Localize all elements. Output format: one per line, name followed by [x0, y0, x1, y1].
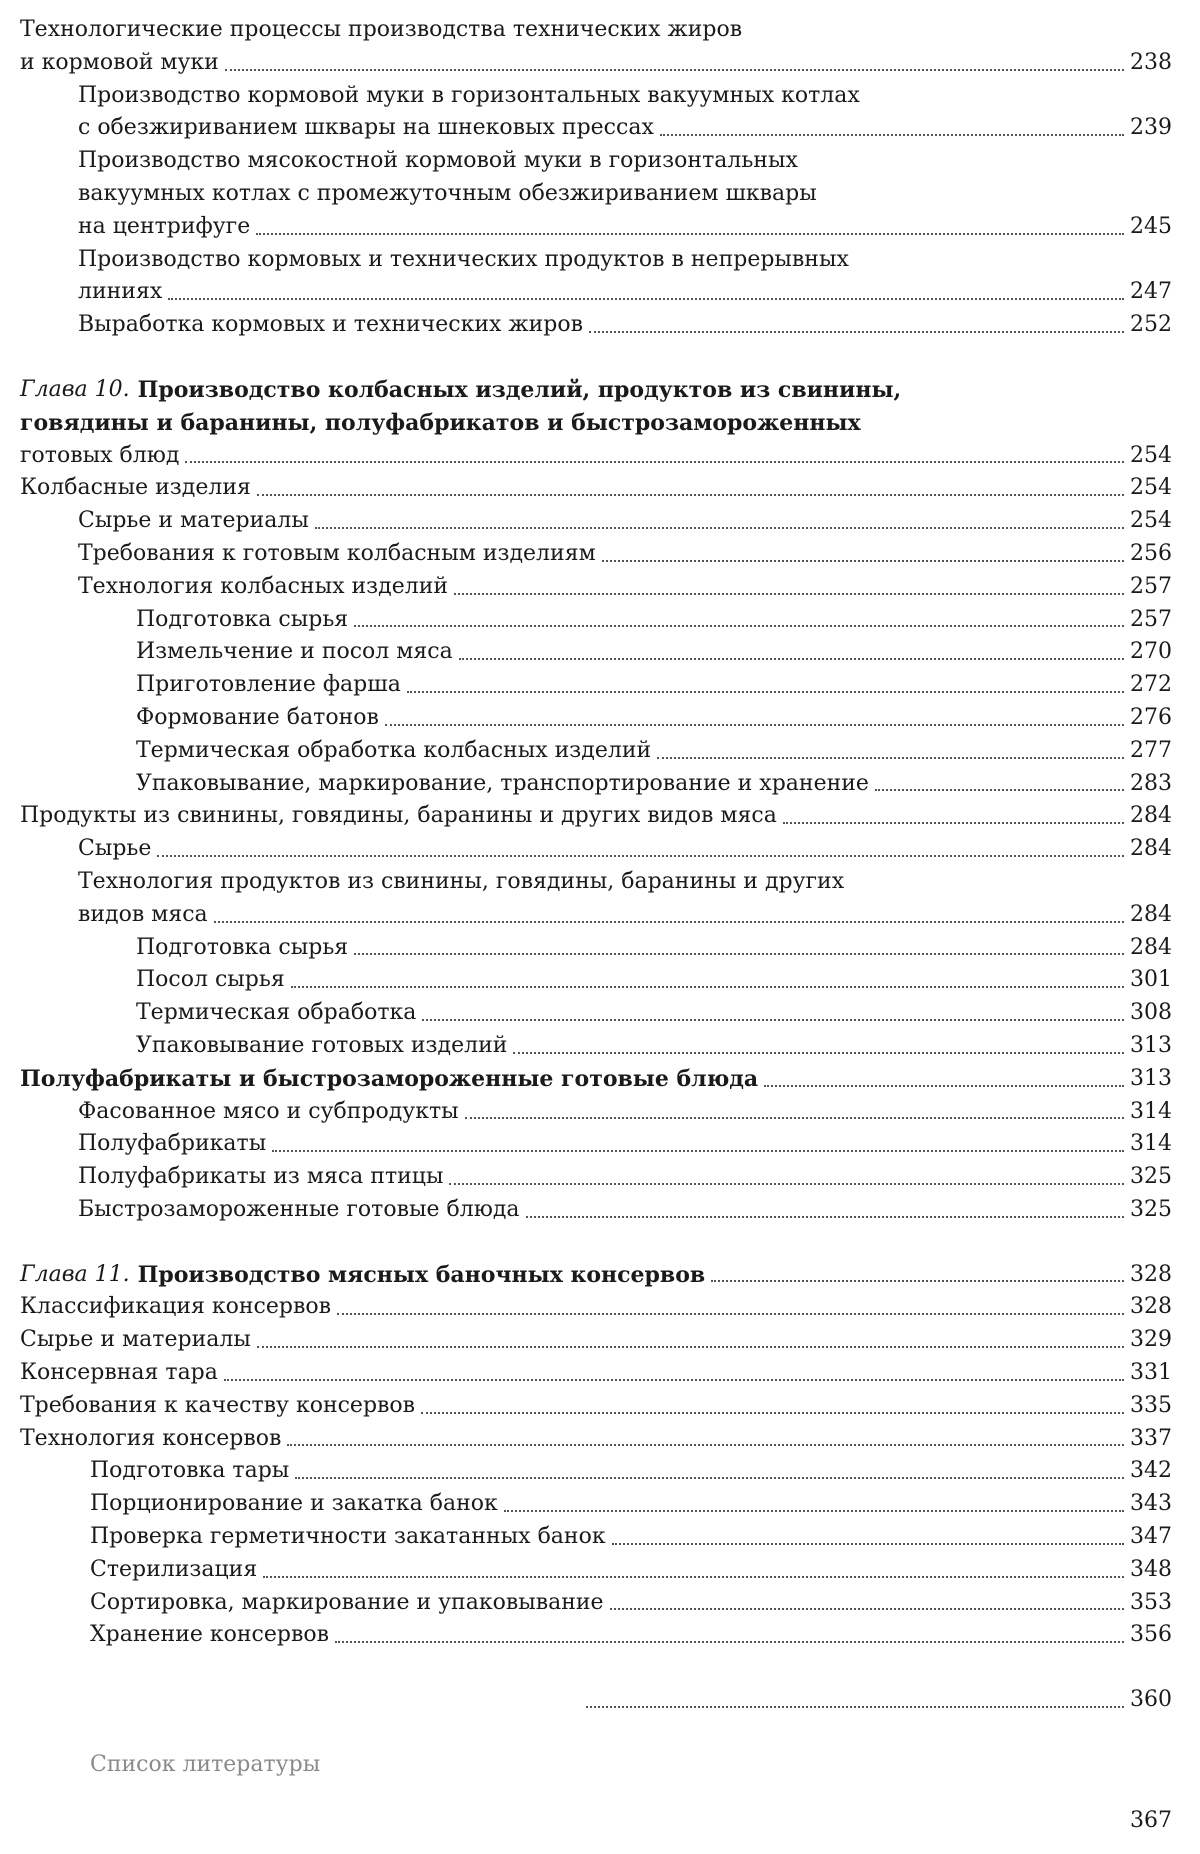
dot-leader: [295, 1477, 1124, 1479]
toc-entry-title: Приготовление фарша: [136, 672, 401, 698]
toc-entry[interactable]: [20, 1488, 1172, 1521]
toc-entry-page: 301: [1130, 967, 1172, 993]
toc-entry-page: 325: [1130, 1196, 1172, 1222]
toc-entry-title-line: Технологические процессы производства технических жиров: [20, 17, 743, 42]
toc-entry[interactable]: [20, 1423, 1172, 1456]
toc-entry-page: 277: [1130, 737, 1172, 763]
toc-entry[interactable]: [20, 997, 1172, 1030]
toc-entry-page: 342: [1130, 1458, 1172, 1484]
section-spacer: [20, 1227, 1172, 1259]
toc-entry[interactable]: [20, 1455, 1172, 1488]
dot-leader: [185, 461, 1124, 463]
toc-entry-page: 284: [1130, 803, 1172, 829]
toc-entry-page: 247: [1130, 279, 1172, 305]
toc-entry-title: Стерилизация: [90, 1556, 258, 1582]
chapter-heading-continuation: [20, 440, 1172, 473]
toc-entry[interactable]: [20, 800, 1172, 833]
toc-entry-title-line: Производство кормовых и технических продуктов в непрерывных: [78, 246, 849, 272]
dot-leader: [224, 1379, 1124, 1381]
dot-leader: [449, 1183, 1124, 1185]
table-of-contents: [20, 14, 1172, 1782]
toc-entry-title-line: Технология продуктов из свинины, говядины, баранины и других: [78, 868, 845, 894]
toc-entry-title: Продукты из свинины, говядины, баранины и других видов мяса: [20, 803, 777, 829]
toc-entry-page: 252: [1130, 312, 1172, 338]
dot-leader: [783, 822, 1124, 824]
toc-entry[interactable]: [20, 244, 1172, 277]
toc-entry[interactable]: [20, 14, 1172, 47]
toc-entry[interactable]: [20, 472, 1172, 505]
page-number: 367: [1130, 1808, 1172, 1833]
toc-entry[interactable]: [20, 964, 1172, 997]
dot-leader: [586, 1706, 1124, 1708]
dot-leader: [225, 69, 1124, 71]
section-spacer: [20, 342, 1172, 374]
toc-entry-page: 238: [1130, 49, 1172, 75]
toc-entry-title: Измельчение и посол мяса: [136, 639, 453, 665]
toc-entry-page: 314: [1130, 1098, 1172, 1124]
dot-leader: [660, 134, 1124, 136]
dot-leader: [589, 331, 1124, 333]
dot-leader: [263, 1576, 1124, 1578]
toc-entry[interactable]: [20, 505, 1172, 538]
toc-entry-title: Хранение консервов: [90, 1622, 329, 1648]
toc-entry-title-line: видов мяса: [78, 901, 208, 927]
dot-leader: [459, 658, 1124, 660]
toc-entry-page: 313: [1130, 1065, 1172, 1091]
toc-entry-title: Порционирование и закатка банок: [90, 1491, 498, 1517]
toc-entry[interactable]: [20, 1128, 1172, 1161]
dot-leader: [337, 1313, 1124, 1315]
chapter-label: Глава 11.: [20, 1261, 130, 1287]
chapter-heading[interactable]: [20, 1259, 1172, 1292]
dot-leader: [610, 1608, 1124, 1610]
toc-entry-page: 283: [1130, 770, 1172, 796]
toc-entry[interactable]: [20, 538, 1172, 571]
toc-entry-page: 314: [1130, 1131, 1172, 1157]
toc-entry[interactable]: [20, 1194, 1172, 1227]
toc-entry-title: Термическая обработка колбасных изделий: [136, 737, 652, 763]
toc-entry-title-line: линиях: [78, 279, 163, 305]
toc-entry[interactable]: [20, 1619, 1172, 1652]
toc-entry-page: 335: [1130, 1392, 1172, 1418]
toc-entry[interactable]: [20, 145, 1172, 178]
toc-entry[interactable]: [20, 1357, 1172, 1390]
dot-leader: [407, 691, 1124, 693]
toc-entry-page: 328: [1130, 1294, 1172, 1320]
toc-entry-title: Сырье: [78, 836, 152, 862]
toc-entry[interactable]: [20, 669, 1172, 702]
toc-entry-page: 245: [1130, 213, 1172, 239]
toc-entry-page: 329: [1130, 1327, 1172, 1353]
toc-entry-title: Фасованное мясо и субпродукты: [78, 1098, 459, 1124]
toc-entry[interactable]: [20, 1390, 1172, 1423]
toc-entry[interactable]: [20, 1096, 1172, 1129]
dot-leader: [257, 494, 1124, 496]
toc-entry-title: Формование батонов: [136, 704, 379, 730]
toc-entry-page: 254: [1130, 475, 1172, 501]
toc-entry-page: 353: [1130, 1589, 1172, 1615]
toc-entry-title-line: на центрифуге: [78, 213, 251, 239]
toc-entry-page: 284: [1130, 901, 1172, 927]
dot-leader: [354, 625, 1124, 627]
toc-entry-title-line: и кормовой муки: [20, 49, 219, 75]
toc-entry-page: 284: [1130, 836, 1172, 862]
toc-entry-page: 356: [1130, 1622, 1172, 1648]
toc-entry-page: 276: [1130, 704, 1172, 730]
toc-entry-page: 337: [1130, 1425, 1172, 1451]
toc-entry-title-line: Производство мясокостной кормовой муки в горизонтальных: [78, 148, 798, 174]
toc-entry-title-line: вакуумных котлах с промежуточным обезжириванием шквары: [78, 180, 817, 206]
dot-leader: [513, 1052, 1124, 1054]
dot-leader: [256, 233, 1124, 235]
toc-entry-title: Полуфабрикаты и быстрозамороженные готовые блюда: [20, 1065, 759, 1092]
toc-entry[interactable]: [20, 768, 1172, 801]
toc-entry-title: Подготовка тары: [90, 1458, 290, 1484]
toc-entry[interactable]: [20, 702, 1172, 735]
toc-entry-title-line: с обезжириванием шквары на шнековых прессах: [78, 115, 654, 141]
toc-entry[interactable]: [20, 1684, 1172, 1717]
dot-leader: [612, 1543, 1124, 1545]
toc-entry-page: 257: [1130, 606, 1172, 632]
toc-entry-title: Подготовка сырья: [136, 934, 349, 960]
toc-entry-title-line: Выработка кормовых и технических жиров: [78, 312, 584, 338]
toc-entry-page: 257: [1130, 573, 1172, 599]
toc-entry-page: 348: [1130, 1556, 1172, 1582]
toc-entry-title: Подготовка сырья: [136, 606, 349, 632]
toc-entry[interactable]: [20, 604, 1172, 637]
toc-entry-page: 256: [1130, 540, 1172, 566]
toc-entry[interactable]: [20, 735, 1172, 768]
dot-leader: [526, 1216, 1124, 1218]
toc-entry[interactable]: [20, 1324, 1172, 1357]
toc-entry[interactable]: [20, 932, 1172, 965]
toc-entry[interactable]: [20, 1554, 1172, 1587]
toc-entry-continuation: [20, 178, 1172, 211]
dot-leader: [422, 1019, 1124, 1021]
dot-leader: [421, 1412, 1124, 1414]
dot-leader: [287, 1444, 1124, 1446]
toc-entry-page: 308: [1130, 1000, 1172, 1026]
dot-leader: [315, 527, 1124, 529]
dot-leader: [168, 298, 1124, 300]
toc-entry-title: Полуфабрикаты из мяса птицы: [78, 1164, 444, 1190]
dot-leader: [257, 1346, 1124, 1348]
dot-leader: [272, 1150, 1124, 1152]
dot-leader: [711, 1280, 1124, 1282]
toc-entry-continuation: [20, 47, 1172, 80]
dot-leader: [385, 724, 1124, 726]
toc-entry[interactable]: [20, 1521, 1172, 1554]
toc-entry-title: Проверка герметичности закатанных банок: [90, 1524, 606, 1550]
section-spacer: [20, 1652, 1172, 1684]
toc-entry-title: Сырье и материалы: [78, 508, 309, 534]
toc-entry-page: 284: [1130, 934, 1172, 960]
toc-entry-title-line: Производство кормовой муки в горизонтальных вакуумных котлах: [78, 82, 860, 108]
toc-entry-continuation: [20, 276, 1172, 309]
toc-entry-title: Требования к готовым колбасным изделиям: [78, 540, 596, 566]
toc-entry-page: 331: [1130, 1360, 1172, 1386]
toc-entry[interactable]: [20, 1030, 1172, 1063]
dot-leader: [354, 953, 1124, 955]
toc-entry[interactable]: [20, 1063, 1172, 1096]
dot-leader: [465, 1117, 1124, 1119]
chapter-title-line: говядины и баранины, полуфабрикатов и быстрозамороженных: [20, 409, 861, 436]
chapter-heading[interactable]: [20, 374, 1172, 407]
toc-entry-page: 347: [1130, 1524, 1172, 1550]
dot-leader: [875, 789, 1124, 791]
dot-leader: [335, 1641, 1124, 1643]
dot-leader: [214, 921, 1124, 923]
toc-entry[interactable]: [20, 309, 1172, 342]
toc-entry-page: 254: [1130, 442, 1172, 468]
toc-entry[interactable]: [20, 1749, 1172, 1782]
toc-entry-title: Консервная тара: [20, 1360, 218, 1386]
toc-entry-continuation: [20, 112, 1172, 145]
toc-entry-page: 239: [1130, 115, 1172, 141]
dot-leader: [157, 855, 1124, 857]
chapter-heading-continuation: [20, 407, 1172, 440]
toc-entry[interactable]: [20, 866, 1172, 899]
toc-entry[interactable]: [20, 636, 1172, 669]
toc-entry[interactable]: [20, 1291, 1172, 1324]
chapter-title-line: готовых блюд: [20, 442, 180, 468]
chapter-title-line: Производство колбасных изделий, продуктов из свинины,: [137, 376, 902, 403]
section-spacer: [20, 1717, 1172, 1749]
toc-entry-page: 272: [1130, 672, 1172, 698]
toc-entry-page: 360: [1130, 1687, 1172, 1713]
toc-entry-page: 343: [1130, 1491, 1172, 1517]
toc-entry-title: Классификация консервов: [20, 1294, 331, 1320]
toc-entry[interactable]: [20, 1587, 1172, 1620]
toc-entry-page: 254: [1130, 508, 1172, 534]
toc-entry-title: Полуфабрикаты: [78, 1131, 267, 1157]
toc-entry-title: Упаковывание готовых изделий: [136, 1032, 508, 1058]
toc-entry-title: Упаковывание, маркирование, транспортирование и хранение: [136, 770, 869, 796]
toc-entry[interactable]: [20, 833, 1172, 866]
toc-entry-title: Термическая обработка: [136, 1000, 417, 1026]
dot-leader: [504, 1510, 1124, 1512]
toc-entry-continuation: [20, 211, 1172, 244]
toc-entry-title: Технология колбасных изделий: [78, 573, 449, 599]
toc-entry-page: 325: [1130, 1164, 1172, 1190]
dot-leader: [291, 986, 1124, 988]
toc-entry[interactable]: [20, 571, 1172, 604]
dot-leader: [657, 757, 1124, 759]
toc-entry-title: Требования к качеству консервов: [20, 1392, 416, 1418]
toc-entry-page: 313: [1130, 1032, 1172, 1058]
toc-entry-title: Колбасные изделия: [20, 475, 251, 501]
toc-entry[interactable]: [20, 80, 1172, 113]
toc-entry-title: Сырье и материалы: [20, 1327, 251, 1353]
toc-entry[interactable]: [20, 1161, 1172, 1194]
toc-entry-title: Быстрозамороженные готовые блюда: [78, 1196, 520, 1222]
dot-leader: [602, 560, 1124, 562]
toc-entry-title: Посол сырья: [136, 967, 285, 993]
toc-entry-title: Список литературы: [90, 1752, 321, 1778]
chapter-label: Глава 10.: [20, 376, 130, 402]
toc-entry-title: Технология консервов: [20, 1425, 282, 1451]
toc-entry-page: 270: [1130, 639, 1172, 665]
toc-entry-title: Сортировка, маркирование и упаковывание: [90, 1589, 604, 1615]
dot-leader: [764, 1085, 1124, 1087]
chapter-title: Производство мясных баночных консервов: [137, 1261, 706, 1288]
toc-entry-continuation: [20, 899, 1172, 932]
toc-entry-page: 328: [1130, 1261, 1172, 1287]
dot-leader: [454, 593, 1124, 595]
